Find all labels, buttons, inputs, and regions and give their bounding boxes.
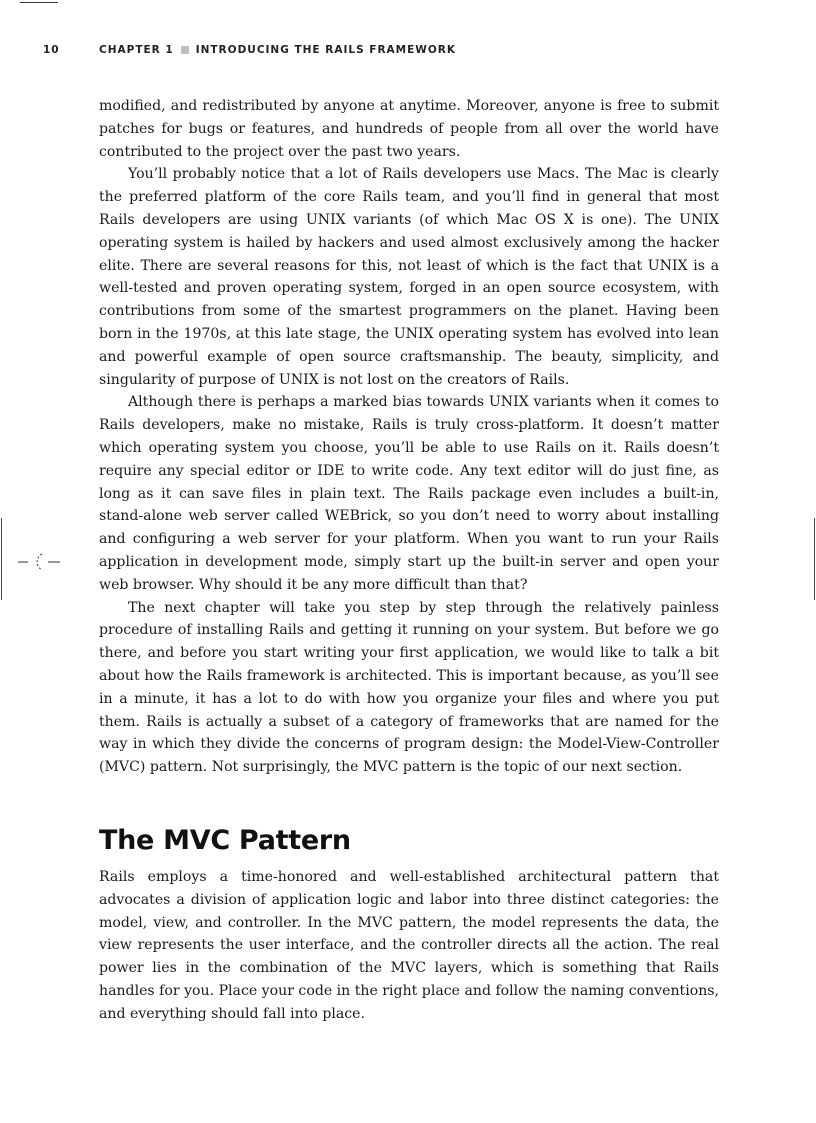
- top-crop-rule: [20, 2, 58, 3]
- square-bullet-icon: [181, 46, 189, 54]
- left-crop-mark: [1, 518, 2, 600]
- paragraph-continued: modified, and redistributed by anyone at anytime. Moreover, anyone is free to submit patches for bugs or features, and hundreds of people from all over the world have contributed to the project over the past two years.: [99, 98, 719, 160]
- paragraph-macs: You’ll probably notice that a lot of Rails developers use Macs. The Mac is clearly the preferred platform of the core Rails team, and you’ll find in general that most Rails developers are using UNIX variants (of which Mac OS X is one). The UNIX operating system is hailed by hackers and used almost exclusively among the hacker elite. There are several reasons for this, not least of which is the fact that UNIX is a well-tested and proven operating system, forged in an open source ecosystem, with contributions from some of the smartest programmers on the planet. Having been born in the 1970s, at this late stage, the UNIX operating system has evolved into lean and powerful example of open source craftsmanship. The beauty, simplicity, and singularity of purpose of UNIX is not lost on the creators of Rails.: [99, 166, 719, 388]
- page-body: [99, 95, 719, 1025]
- running-head: [99, 44, 456, 56]
- page-number: 10: [43, 44, 60, 56]
- paragraph-cross-platform: Although there is perhaps a marked bias towards UNIX variants when it comes to Rails developers, make no mistake, Rails is truly cross-platform. It doesn’t matter which operating system you choose, you’ll be able to use Rails on it. Rails doesn’t require any special editor or IDE to write code. Any text editor will do just fine, as long as it can save files in plain text. The Rails package even includes a built-in, stand-alone web server called WEBrick, so you don’t need to worry about installing and configuring a web server for your platform. When you want to run your Rails application in development mode, simply start up the built-in server and open your web browser. Why should it be any more difficult than that?: [99, 394, 719, 593]
- chapter-label: CHAPTER 1: [99, 44, 174, 56]
- chapter-title: INTRODUCING THE RAILS FRAMEWORK: [195, 44, 457, 56]
- registration-mark-icon: [18, 550, 62, 574]
- section-paragraph: Rails employs a time-honored and well-established architectural pattern that advocates a division of application logic and labor into three distinct categories: the model, view, and controller. In the MVC pattern, the model represents the data, the view represents the user interface, and the controller directs all the action. The real power lies in the combination of the MVC layers, which is something that Rails handles for you. Place your code in the right place and follow the naming conventions, and everything should fall into place.: [99, 868, 719, 1022]
- running-header: [43, 44, 776, 58]
- section-heading: The MVC Pattern: [99, 824, 351, 856]
- paragraph-next-chapter: The next chapter will take you step by step through the relatively painless procedure of installing Rails and getting it running on your system. But before we go there, and before you start writing your first application, we would like to talk a bit about how the Rails framework is architected. This is important because, as you’ll see in a minute, it has a lot to do with how you organize your files and where you put them. Rails is actually a subset of a category of frameworks that are named for the way in which they divide the concerns of program design: the Model-View-Controller (MVC) pattern. Not surprisingly, the MVC pattern is the topic of our next section.: [99, 599, 719, 776]
- right-crop-mark: [814, 518, 815, 600]
